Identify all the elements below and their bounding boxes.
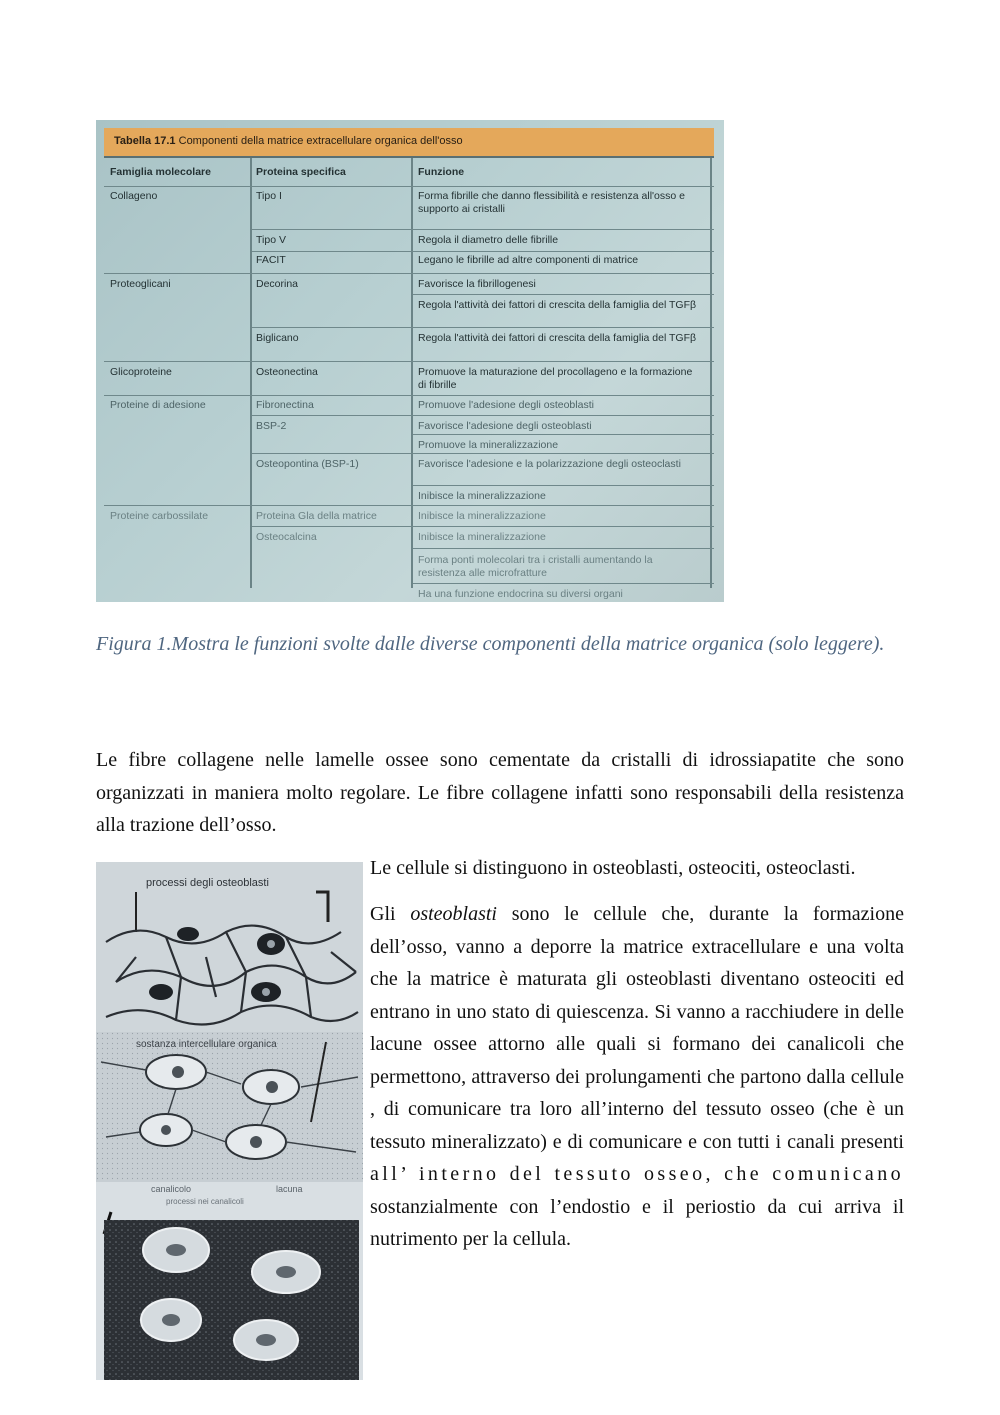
osteoblasti-term: osteoblasti [410,903,497,925]
label-canaliculus: canalicolo [151,1184,192,1194]
table-image [96,120,724,602]
table-cell-function: Promuove la maturazione del procollageno e la formazione di fibrille [418,366,693,391]
table-cell-function: Ha una funzione endocrina su diversi organi [418,588,623,600]
table-cell-protein: Fibronectina [256,399,314,411]
table-cell-function: Promuove la mineralizzazione [418,439,559,451]
table-cell-function: Forma ponti molecolari tra i cristalli aumentando la resistenza alle microfratture [418,554,653,579]
table-cell-function: Favorisce la fibrillogenesi [418,278,536,290]
label-processes-canaliculi: processi nei canalicoli [166,1197,244,1206]
table-cell-function: Inibisce la mineralizzazione [418,490,546,502]
table-number: Tabella 17.1 [114,135,176,147]
table-cell-protein: Osteonectina [256,366,318,378]
table-cell-protein: Decorina [256,278,299,290]
table-cell-function: Inibisce la mineralizzazione [418,510,546,522]
bone-cells-illustration [96,862,363,1380]
table-cell-function: Regola l'attività dei fattori di crescita della famiglia del TGFβ [418,332,697,344]
table-cell-function: Inibisce la mineralizzazione [418,531,546,543]
table-cell-function: Regola l'attività dei fattori di crescita della famiglia del TGFβ [418,299,697,311]
p3-middle: sono le cellule che, durante la formazione dell’osso, vanno a deporre la matrice extracellulare e una volta che la matrice è maturata gli osteoblasti diventano osteociti ed entrano in uno stato di quiescenza. Si vanno a racchiudere in delle lacune ossee attorno alle quali si formano dei canalicoli che permettono, attraverso dei prolungamenti che partono dalla cellule , di comunicare tra loro all’interno del tessuto osseo (che è un tessuto mineralizzato) e di comunicare e con tutti i canali presenti [370,903,904,1153]
table-cell-function: Favorisce l'adesione degli osteoblasti [418,420,592,432]
table-cell-protein: Biglicano [256,332,299,344]
table-cell-family: Proteoglicani [110,278,171,290]
table-cell-family: Proteine carbossilate [110,510,209,522]
table-cell-function: Regola il diametro delle fibrille [418,234,559,246]
label-intercellular-substance: sostanza intercellulare organica [136,1039,277,1050]
table-cell-family: Proteine di adesione [110,399,206,411]
p3-end: sostanzialmente con l’endostio e il periostio da cui arriva il nutrimento per la cellula. [370,1195,904,1250]
table-cell-family: Collageno [110,190,158,202]
header-protein: Proteina specifica [256,166,346,178]
table-title [104,128,714,156]
table-cell-protein: BSP-2 [256,420,287,432]
bone-cells-drawing [96,862,363,1380]
table-cell-function: Favorisce l'adesione e la polarizzazione degli osteoclasti [418,458,681,470]
header-family: Famiglia molecolare [110,166,211,178]
table-cell-protein: Tipo I [256,190,282,202]
table-cell-protein: FACIT [256,254,286,266]
table-cell-protein: Proteina Gla della matrice [256,510,377,522]
paragraph-osteoblasts [370,898,904,1256]
header-function: Funzione [418,166,465,178]
p3-spaced: all’ interno del tessuto osseo, che comunicano [370,1163,904,1185]
label-osteoblast-processes: processi degli osteoblasti [146,877,269,889]
table-cell-family: Glicoproteine [110,366,172,378]
table-cell-protein: Tipo V [256,234,286,246]
table-cell-protein: Osteocalcina [256,531,317,543]
paragraph-cells: Le cellule si distinguono in osteoblasti, osteociti, osteoclasti. [370,857,856,879]
p3-start: Gli [370,903,411,925]
label-lacuna: lacuna [276,1184,303,1194]
table-cell-function: Promuove l'adesione degli osteoblasti [418,399,594,411]
table-title-text: Componenti della matrice extracellulare organica dell'osso [178,135,463,147]
figure-caption: Figura 1.Mostra le funzioni svolte dalle diverse componenti della matrice organica (solo leggere). [96,633,885,655]
table-cell-protein: Osteopontina (BSP-1) [256,458,359,470]
paragraph-collagen: Le fibre collagene nelle lamelle ossee sono cementate da cristalli di idrossiapatite che sono organizzati in maniera molto regolare. Le fibre collagene infatti sono responsabili della resistenza alla trazione dell’osso. [96,749,904,836]
table-cell-function: Legano le fibrille ad altre componenti di matrice [418,254,639,266]
table-cell-function: Forma fibrille che danno flessibilità e resistenza all'osso e supporto ai cristalli [418,190,685,215]
components-table [104,156,714,600]
